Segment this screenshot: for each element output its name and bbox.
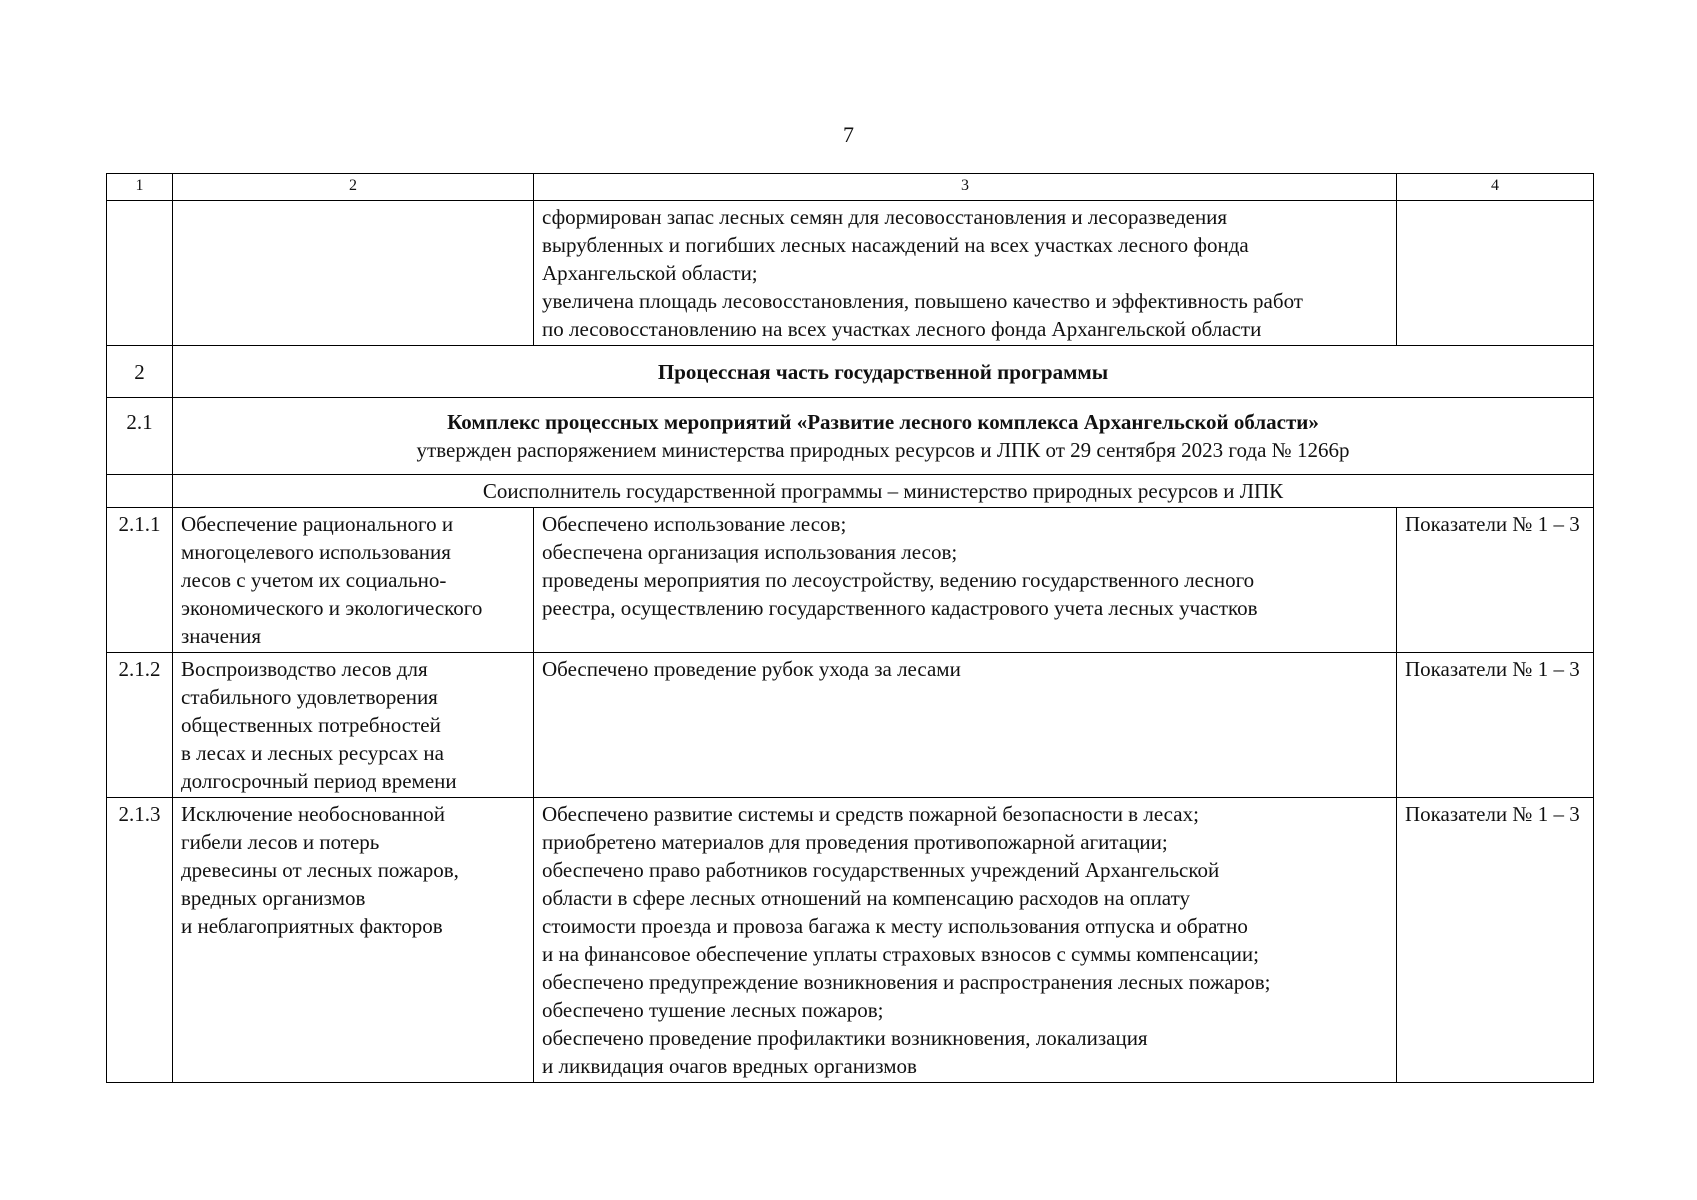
text-line: долгосрочный период времени [181, 769, 457, 793]
table-row [107, 653, 1594, 798]
table-header-row [107, 174, 1594, 201]
subsection-row [107, 398, 1594, 475]
section-row [107, 346, 1594, 398]
text-line: Архангельской области; [542, 261, 758, 285]
text-line: Обеспечение рационального и [181, 512, 454, 536]
text-line: области в сфере лесных отношений на компенсацию расходов на оплату [542, 886, 1190, 910]
text-line: стоимости проезда и провоза багажа к месту использования отпуска и обратно [542, 914, 1248, 938]
continuation-indicator-cell [1397, 201, 1594, 346]
text-line: и на финансовое обеспечение уплаты страховых взносов с суммы компенсации; [542, 942, 1259, 966]
indicator-cell: Показатели № 1 – 3 [1397, 508, 1594, 653]
text-line: Обеспечено использование лесов; [542, 512, 847, 536]
table-row [107, 798, 1594, 1083]
continuation-row [107, 201, 1594, 346]
co-executor-text: Соисполнитель государственной программы – министерство природных ресурсов и ЛПК [173, 475, 1594, 508]
task-cell [173, 653, 534, 798]
column-number-2: 2 [173, 174, 534, 201]
text-line: реестра, осуществлению государственного кадастрового учета лесных участков [542, 596, 1258, 620]
text-line: гибели лесов и потерь [181, 830, 380, 854]
text-line: и ликвидация очагов вредных организмов [542, 1054, 917, 1078]
text-line: Воспроизводство лесов для [181, 657, 428, 681]
subsection-subtitle: утвержден распоряжением министерства природных ресурсов и ЛПК от 29 сентября 2023 года № 1266р [416, 438, 1350, 462]
text-line: общественных потребностей [181, 713, 441, 737]
column-number-4: 4 [1397, 174, 1594, 201]
section-title: Процессная часть государственной программы [173, 346, 1594, 398]
text-line: обеспечено тушение лесных пожаров; [542, 998, 884, 1022]
text-line: древесины от лесных пожаров, [181, 858, 459, 882]
row-number: 2.1.3 [107, 798, 173, 1083]
program-table [106, 173, 1594, 1083]
column-number-3: 3 [534, 174, 1397, 201]
indicator-cell: Показатели № 1 – 3 [1397, 653, 1594, 798]
page-number: 7 [843, 122, 854, 147]
subsection-number: 2.1 [107, 398, 173, 475]
row-number: 2.1.2 [107, 653, 173, 798]
text-line: увеличена площадь лесовосстановления, повышено качество и эффективность работ [542, 289, 1303, 313]
text-line: значения [181, 624, 262, 648]
text-line: лесов с учетом их социально- [181, 568, 447, 592]
text-line: и неблагоприятных факторов [181, 914, 443, 938]
text-line: по лесовосстановлению на всех участках лесного фонда Архангельской области [542, 317, 1262, 341]
table-row [107, 508, 1594, 653]
text-line: в лесах и лесных ресурсах на [181, 741, 444, 765]
text-line: обеспечено предупреждение возникновения и распространения лесных пожаров; [542, 970, 1271, 994]
result-cell [534, 653, 1397, 798]
section-number: 2 [107, 346, 173, 398]
column-number-1: 1 [107, 174, 173, 201]
text-line: обеспечено проведение профилактики возникновения, локализация [542, 1026, 1148, 1050]
text-line: многоцелевого использования [181, 540, 451, 564]
text-line: стабильного удовлетворения [181, 685, 438, 709]
text-line: Обеспечено проведение рубок ухода за лесами [542, 657, 961, 681]
co-executor-row [107, 475, 1594, 508]
result-cell [534, 798, 1397, 1083]
continuation-number-cell [107, 201, 173, 346]
text-line: вредных организмов [181, 886, 366, 910]
text-line: вырубленных и погибших лесных насаждений на всех участках лесного фонда [542, 233, 1249, 257]
task-cell [173, 798, 534, 1083]
text-line: проведены мероприятия по лесоустройству, ведению государственного лесного [542, 568, 1255, 592]
text-line: обеспечена организация использования лесов; [542, 540, 958, 564]
subsection-cell [173, 398, 1594, 475]
text-line: Обеспечено развитие системы и средств пожарной безопасности в лесах; [542, 802, 1199, 826]
text-line: сформирован запас лесных семян для лесовосстановления и лесоразведения [542, 205, 1228, 229]
result-cell [534, 508, 1397, 653]
text-line: обеспечено право работников государственных учреждений Архангельской [542, 858, 1220, 882]
text-line: экономического и экологического [181, 596, 483, 620]
continuation-task-cell [173, 201, 534, 346]
text-line: приобретено материалов для проведения противопожарной агитации; [542, 830, 1168, 854]
task-cell [173, 508, 534, 653]
indicator-cell: Показатели № 1 – 3 [1397, 798, 1594, 1083]
text-line: Исключение необоснованной [181, 802, 445, 826]
co-executor-number-cell [107, 475, 173, 508]
row-number: 2.1.1 [107, 508, 173, 653]
subsection-title: Комплекс процессных мероприятий «Развитие лесного комплекса Архангельской области» [447, 410, 1319, 434]
continuation-result-cell [534, 201, 1397, 346]
